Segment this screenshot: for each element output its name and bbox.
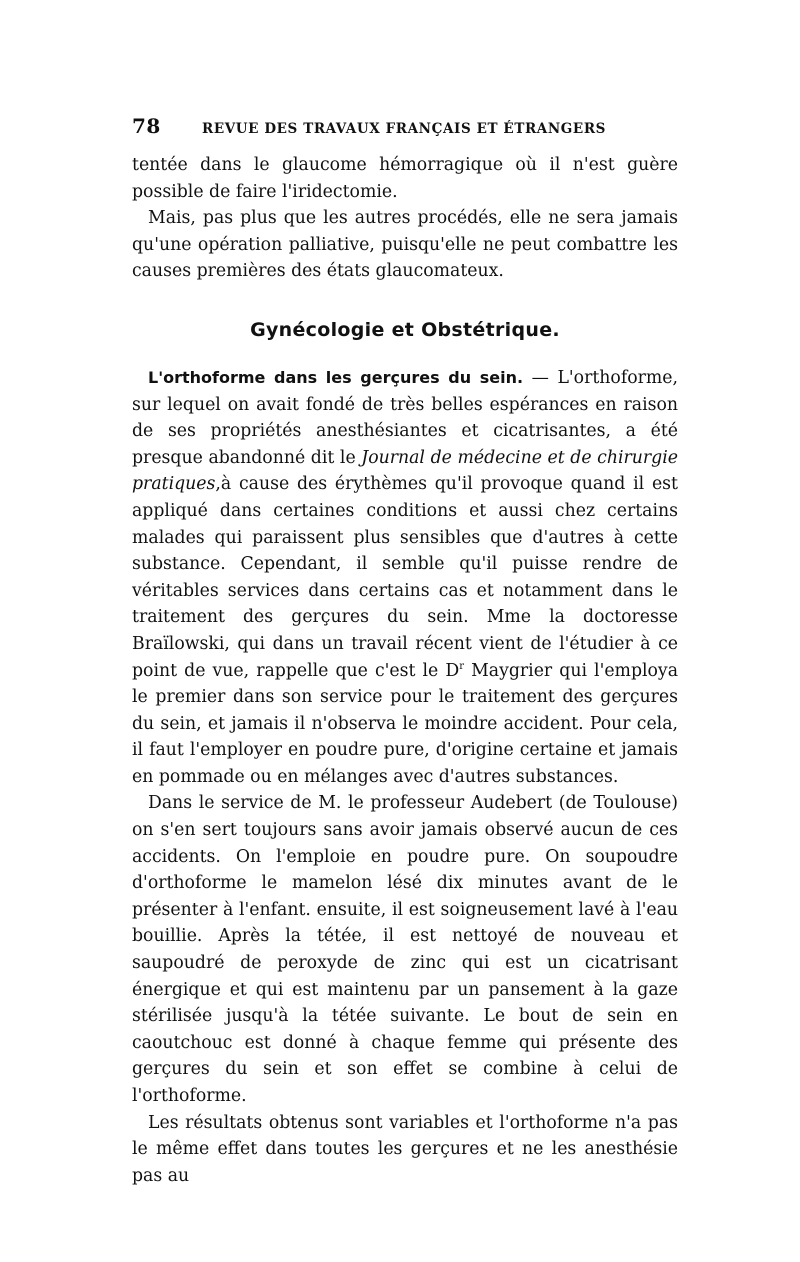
section-heading: Gynécologie et Obstétrique. <box>250 318 560 341</box>
article-paragraph-1 <box>132 365 678 791</box>
page-header <box>132 114 678 138</box>
running-title: REVUE DES TRAVAUX FRANÇAIS ET ÉTRANGERS <box>202 121 606 137</box>
title-dash: — <box>523 367 558 388</box>
journal-title: Journal de médecine et de chirurgie pratiques <box>132 447 678 495</box>
article-text-1c: Maygrier qui l'employa le premier dans son service pour le traitement des gerçures du sein, et jamais il n'observa le moindre accident. Pour cela, il faut l'employer en poudre pure, d'origine certaine et jamais en pommade ou en mélanges avec d'autres substances. <box>132 660 679 787</box>
paragraph-palliative: Mais, pas plus que les autres procédés, elle ne sera jamais qu'une opération palliative, puisqu'elle ne peut combattre les causes premières des états glaucomateux. <box>132 208 678 282</box>
article-paragraph-2: Dans le service de M. le professeur Audebert (de Toulouse) on s'en sert toujours sans avoir jamais observé aucun de ces accidents. On l'emploie en poudre pure. On soupoudre d'orthoforme le mamelon lésé dix minutes avant de le présenter à l'enfant. ensuite, il est soigneusement lavé à l'eau bouillie. Après la tétée, il est nettoyé de nouveau et saupoudré de peroxyde de zinc qui est un cicatrisant énergique et qui est maintenu par un pansement à la gaze stérilisée jusqu'à la tétée suivante. Le bout de sein en caoutchouc est donné à chaque femme qui présente des gerçures du sein et son effet se combine à celui de l'orthoforme. <box>132 793 678 1106</box>
paragraph-continued: tentée dans le glaucome hémorragique où il n'est guère possible de faire l'iridectomie. <box>132 155 678 202</box>
book-page <box>132 114 678 1189</box>
article-text-1a: L'orthoforme, sur lequel on avait fondé de très belles espérances en raison de ses propriétés anesthésiantes et cicatrisantes, a été presque abandonné dit le <box>132 367 678 468</box>
page-number: 78 <box>132 114 161 138</box>
article-paragraph-3: Les résultats obtenus sont variables et l'orthoforme n'a pas le même effet dans toutes les gerçures et ne les anesthésie pas au <box>132 1112 678 1186</box>
article-text-1b: ,à cause des érythèmes qu'il provoque quand il est appliqué dans certaines conditions et aussi chez certains malades qui paraissent plus sensibles que d'autres à cette substance. Cependant, il semble qu'il puisse rendre de véritables services dans certains cas et notamment dans le traitement des gerçures du sein. Mme la doctoresse Braïlowski, qui dans un travail récent vient de l'étudier à ce point de vue, rappelle que c'est le D <box>132 474 678 681</box>
article-title: L'orthoforme dans les gerçures du sein. <box>148 367 524 387</box>
doctor-superscript: r <box>459 660 464 672</box>
